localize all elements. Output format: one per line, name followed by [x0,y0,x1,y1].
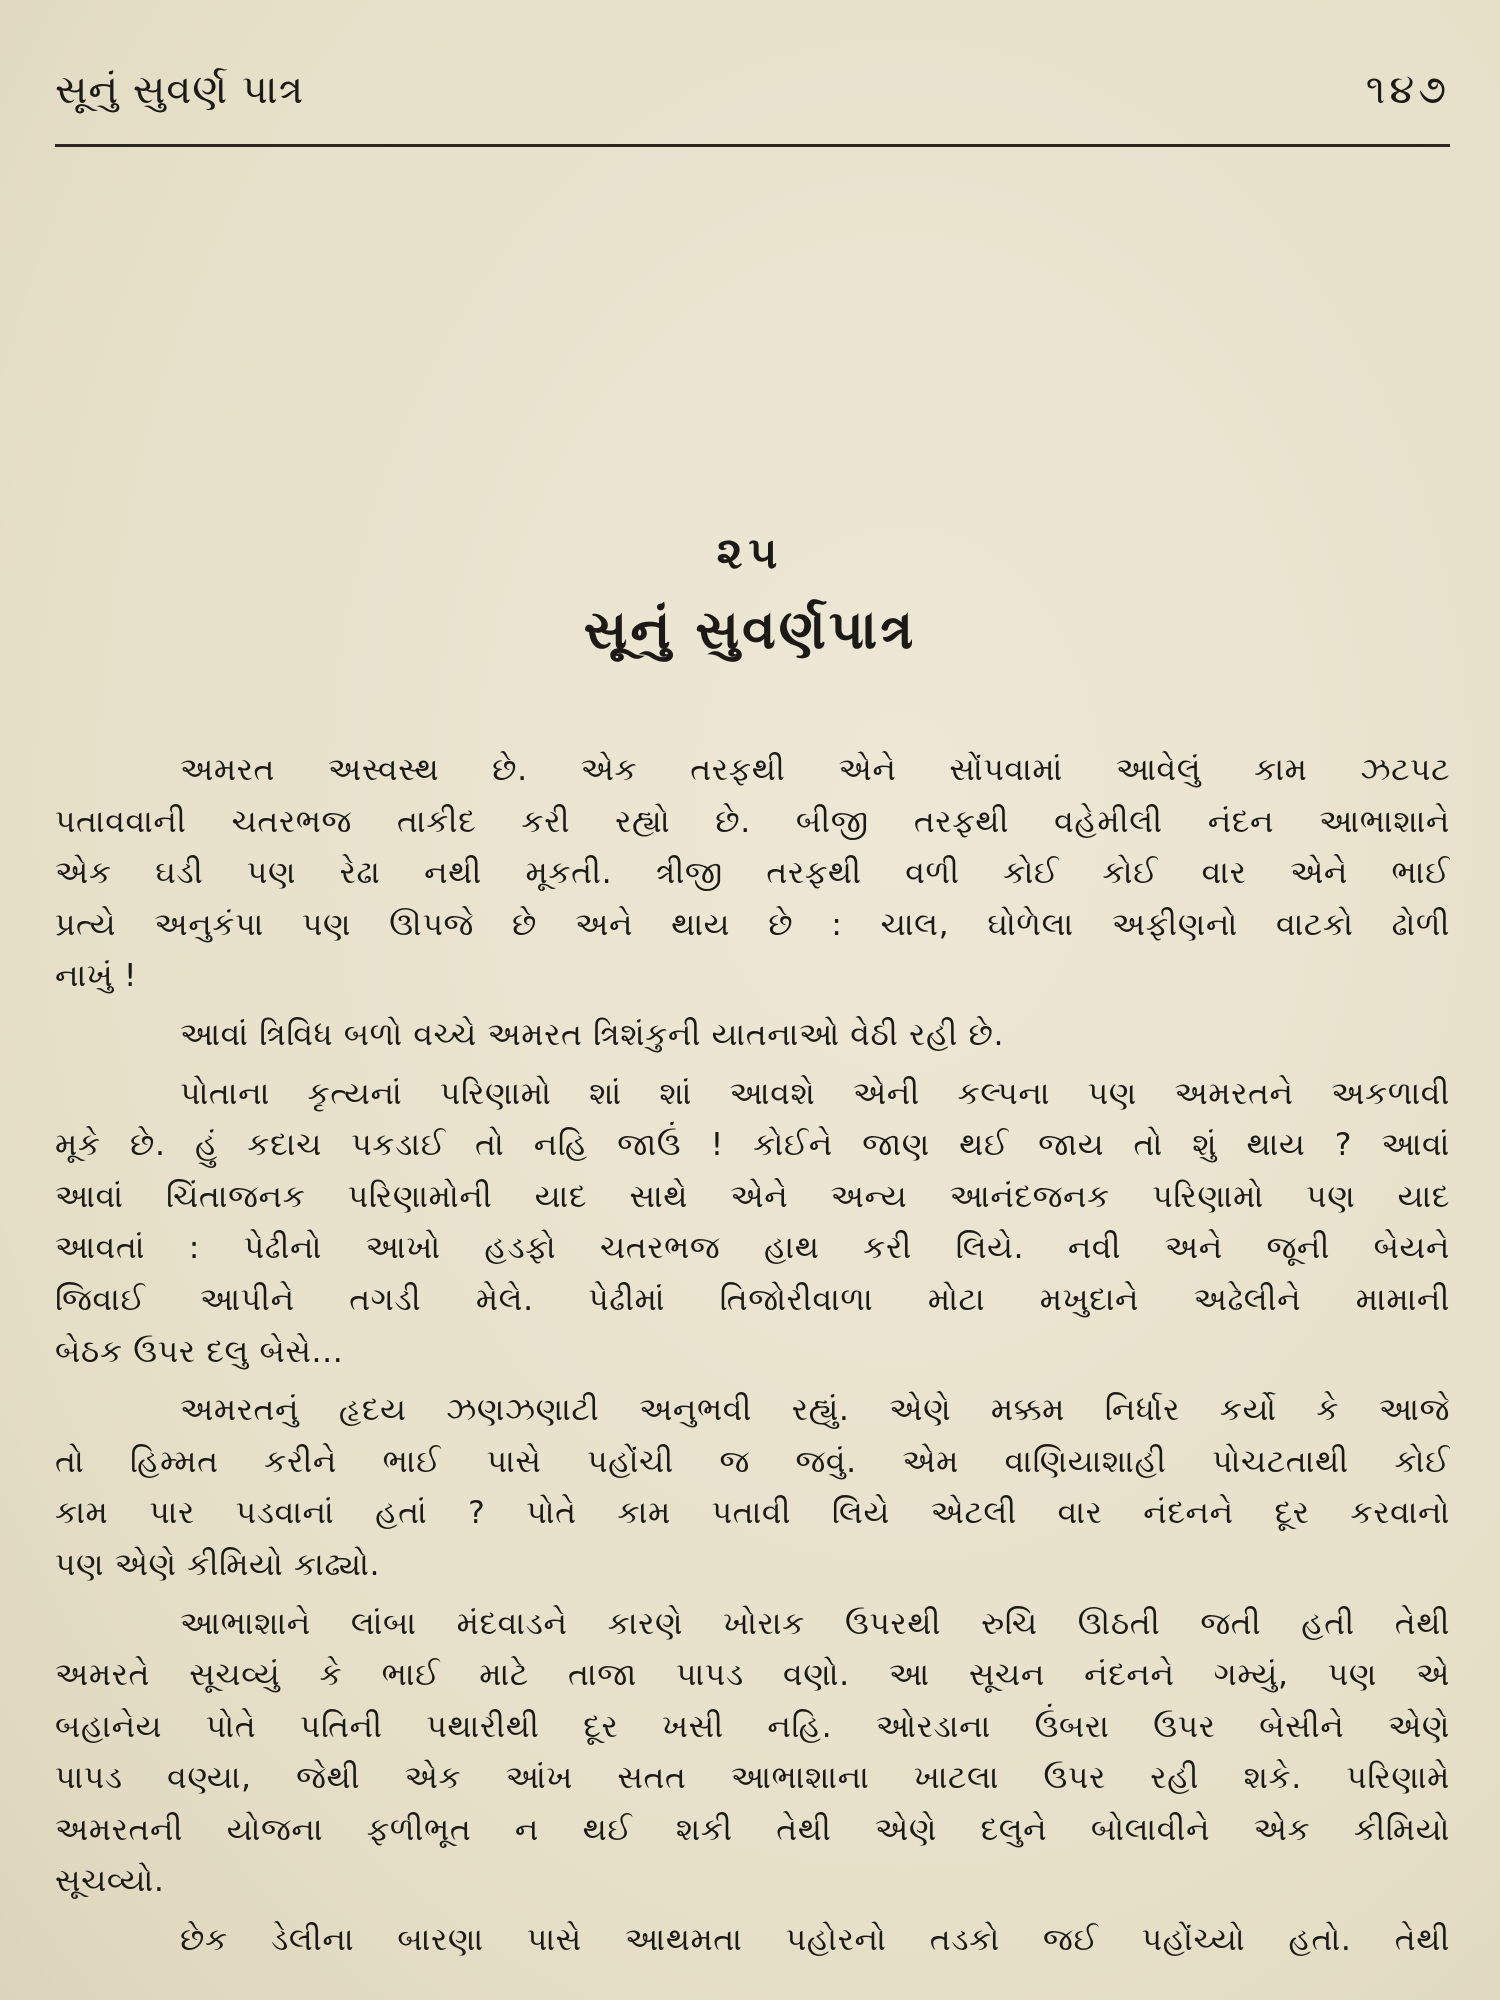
running-title: સૂનું સુવર્ણ પાત્ર [55,67,305,113]
text-line: પોતાના કૃત્યનાં પરિણામો શાં શાં આવશે એની કલ્પના પણ અમરતને અકળાવી [180,1075,1450,1112]
header-rule [55,144,1450,147]
text-line: સૂચવ્યો. [55,1863,165,1900]
text-line: તો હિમ્મત કરીને ભાઈ પાસે પહોંચી જ જવું. એમ વાણિયાશાહી પોચટતાથી કોઈ [55,1443,1450,1480]
text-line: પાપડ વણ્યા, જેથી એક આંખ સતત આભાશાના ખાટલા ઉપર રહી શકે. પરિણામે [55,1760,1450,1797]
text-line: આવતાં : પેઢીનો આખો હડફો ચતરભજ હાથ કરી લિયે. નવી અને જૂની બેયને [55,1230,1450,1267]
text-line: પતાવવાની ચતરભજ તાકીદ કરી રહ્યો છે. બીજી તરફથી વહેમીલી નંદન આભાશાને [55,803,1450,840]
text-line: અમરતની યોજના ફળીભૂત ન થઈ શકી તેથી એણે દલુને બોલાવીને એક કીમિયો [55,1811,1450,1848]
running-header [55,60,1450,122]
text-line: એક ઘડી પણ રેઢા નથી મૂકતી. ત્રીજી તરફથી વળી કોઈ કોઈ વાર એને ભાઈ [55,855,1450,892]
page-number: ૧૪૭ [1365,67,1450,113]
text-line: છેક ડેલીના બારણા પાસે આથમતા પહોરનો તડકો જઈ પહોંચ્યો હતો. તેથી [180,1922,1450,1959]
chapter-number: ૨૫ [716,528,784,579]
text-line: અમરતનું હૃદય ઝણઝણાટી અનુભવી રહ્યું. એણે મક્કમ નિર્ધાર કર્યો કે આજે [180,1392,1450,1429]
body-text [55,745,1450,1967]
text-line: બહાનેય પોતે પતિની પથારીથી દૂર ખસી નહિ. ઓરડાના ઉંબરા ઉપર બેસીને એણે [55,1708,1450,1745]
text-line: મૂકે છે. હું કદાચ પકડાઈ તો નહિ જાઉં ! કોઈને જાણ થઈ જાય તો શું થાય ? આવાં [55,1127,1450,1164]
text-line: કામ પાર પડવાનાં હતાં ? પોતે કામ પતાવી લિયે એટલી વાર નંદનને દૂર કરવાનો [55,1495,1450,1532]
text-line: જિવાઈ આપીને તગડી મેલે. પેઢીમાં તિજોરીવાળા મોટા મખુદાને અઢેલીને મામાની [55,1281,1450,1318]
text-line: આવાં ત્રિવિધ બળો વચ્ચે અમરત ત્રિશંકુની યાતનાઓ વેઠી રહી છે. [180,1016,1005,1053]
text-line: આભાશાને લાંબા મંદવાડને કારણે ખોરાક ઉપરથી રુચિ ઊઠતી જતી હતી તેથી [180,1605,1450,1642]
text-line: અમરત અસ્વસ્થ છે. એક તરફથી એને સોંપવામાં આવેલું કામ ઝટપટ [180,752,1450,788]
text-line: બેઠક ઉપર દલુ બેસે... [55,1333,344,1370]
text-line: પ્રત્યે અનુકંપા પણ ઊપજે છે અને થાય છે : ચાલ, ઘોળેલા અફીણનો વાટકો ઢોળી [55,906,1450,943]
text-line: આવાં ચિંતાજનક પરિણામોની યાદ સાથે એને અન્ય આનંદજનક પરિણામો પણ યાદ [55,1178,1450,1215]
chapter-title: સૂનું સુવર્ણપાત્ર [583,598,917,661]
text-line: પણ એણે કીમિયો કાઢ્યો. [55,1546,381,1583]
text-line: નાખું ! [55,958,138,995]
text-line: અમરતે સૂચવ્યું કે ભાઈ માટે તાજા પાપડ વણો. આ સૂચન નંદનને ગમ્યું, પણ એ [55,1657,1450,1694]
